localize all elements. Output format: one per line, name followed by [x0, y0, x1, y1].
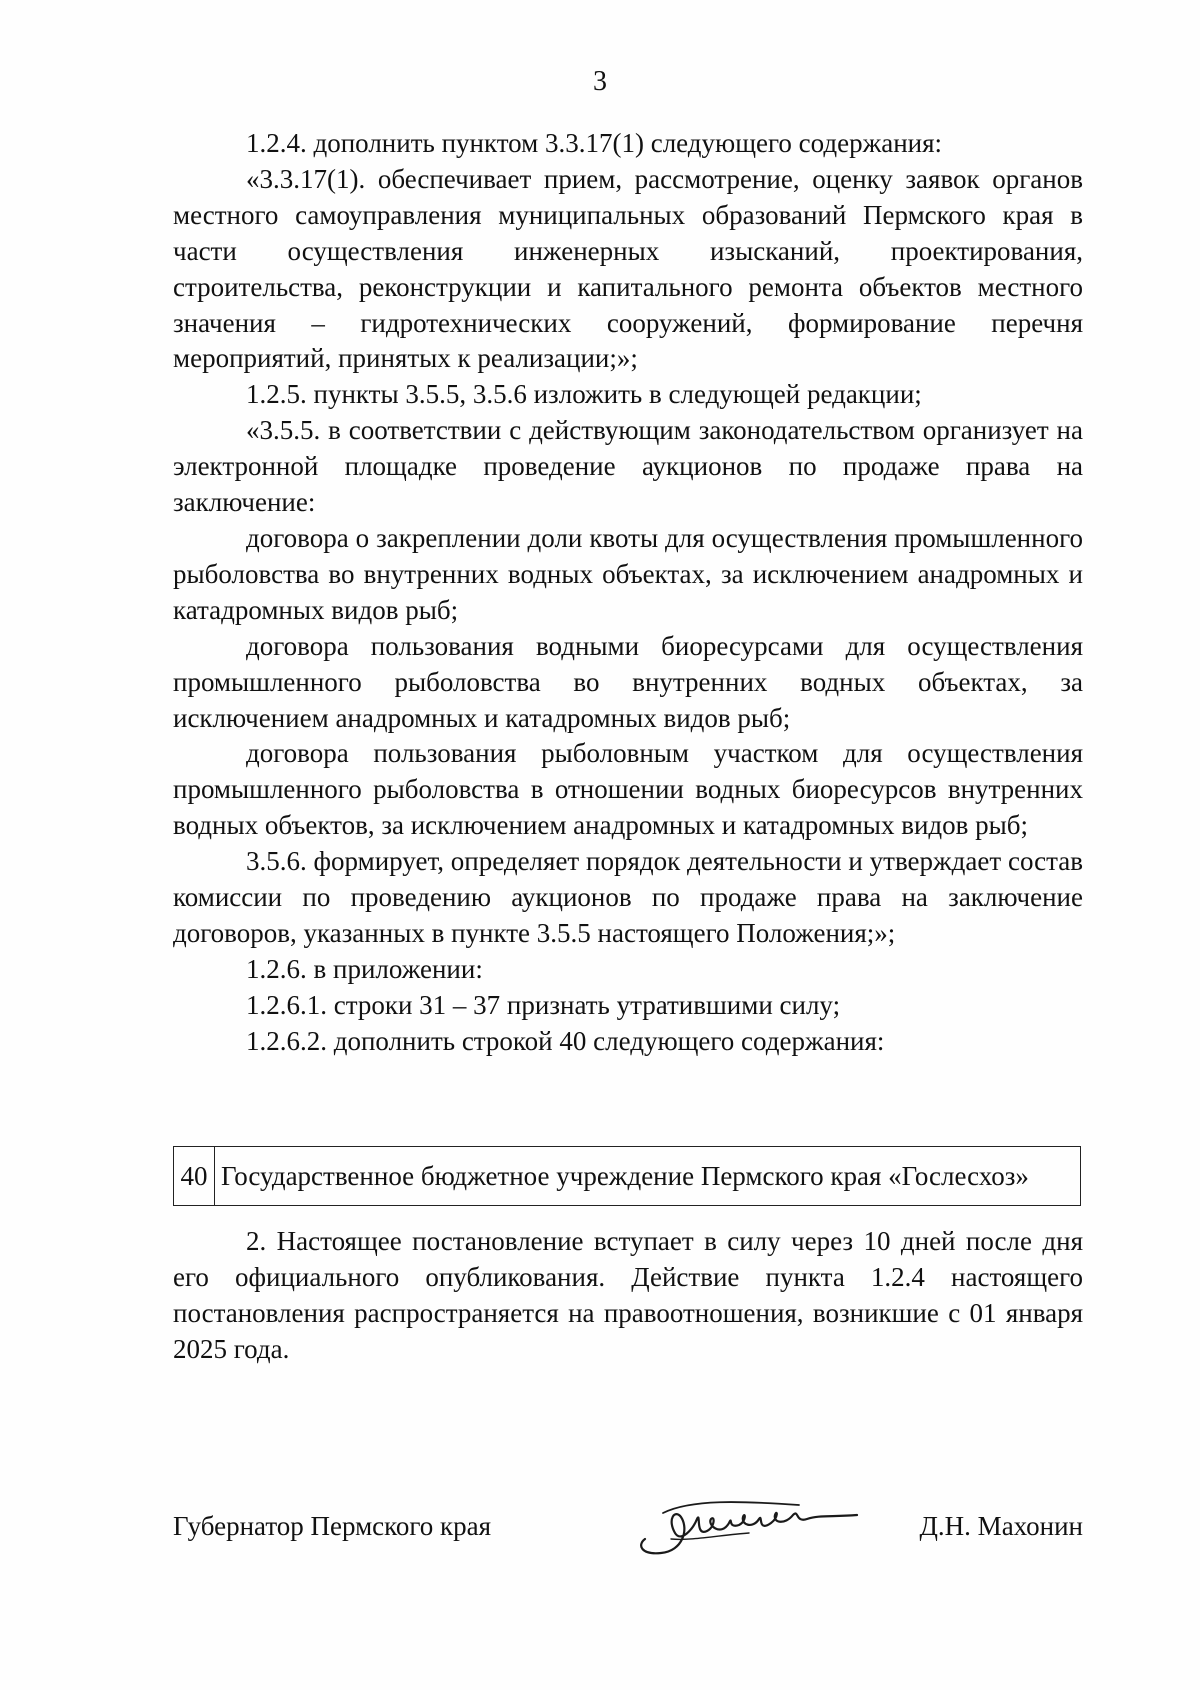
paragraph-3-3-17-1: «3.3.17(1). обеспечивает прием, рассмотрение, оценку заявок органов местного самоуправления муниципальных образований Пермского края в части осуществления инженерных изысканий, проектирования, строительства, реконструкции и капитального ремонта объектов местного значения – гидротехнических сооружений, формирование перечня мероприятий, принятых к реализации;»;: [173, 163, 1083, 374]
paragraph-fishing-site-contract: договора пользования рыболовным участком для осуществления промышленного рыболовства в отношении водных биоресурсов внутренних водных объектов, за исключением анадромных и катадромных видов рыб;: [173, 738, 1083, 841]
paragraph-1-2-6: 1.2.6. в приложении:: [246, 953, 483, 984]
inserted-row-table: [173, 1146, 1081, 1206]
paragraph-bioresources-contract: договора пользования водными биоресурсами для осуществления промышленного рыболовства во внутренних водных объектах, за исключением анадромных и катадромных видов рыб;: [173, 630, 1083, 733]
paragraph-3-5-6: 3.5.6. формирует, определяет порядок деятельности и утверждает состав комиссии по проведению аукционов по продаже права на заключение договоров, указанных в пункте 3.5.5 настоящего Положения;»;: [173, 846, 1083, 948]
row-text-cell: Государственное бюджетное учреждение Пермского края «Гослесхоз»: [215, 1147, 1081, 1206]
signature-block: [173, 1505, 1083, 1575]
paragraph-quota-contract: договора о закреплении доли квоты для осуществления промышленного рыболовства во внутренних водных объектах, за исключением анадромных и катадромных видов рыб;: [173, 522, 1083, 625]
row-number-cell: 40: [174, 1147, 215, 1206]
page-number: 3: [593, 66, 607, 97]
signatory-name: Д.Н. Махонин: [919, 1511, 1083, 1541]
paragraph-1-2-6-2: 1.2.6.2. дополнить строкой 40 следующего содержания:: [246, 1025, 885, 1056]
signatory-position: Губернатор Пермского края: [173, 1511, 492, 1541]
paragraph-1-2-5: 1.2.5. пункты 3.5.5, 3.5.6 изложить в следующей редакции;: [246, 379, 922, 410]
paragraph-3-5-5: «3.5.5. в соответствии с действующим законодательством организует на электронной площадке проведение аукционов по продаже права на заключение:: [173, 415, 1083, 518]
table-row: [174, 1147, 1081, 1206]
paragraph-1-2-4: 1.2.4. дополнить пунктом 3.3.17(1) следующего содержания:: [246, 128, 943, 158]
handwritten-signature: [631, 1489, 861, 1569]
paragraph-2-effective-date: 2. Настоящее постановление вступает в силу через 10 дней после дня его официального опубликования. Действие пункта 1.2.4 настоящего постановления распространяется на правоотношения, возникшие с 01 января 2025 года.: [173, 1226, 1083, 1364]
final-section: [173, 1224, 1083, 1368]
document-body: [173, 126, 1083, 1060]
paragraph-1-2-6-1: 1.2.6.1. строки 31 – 37 признать утратившими силу;: [246, 989, 841, 1020]
